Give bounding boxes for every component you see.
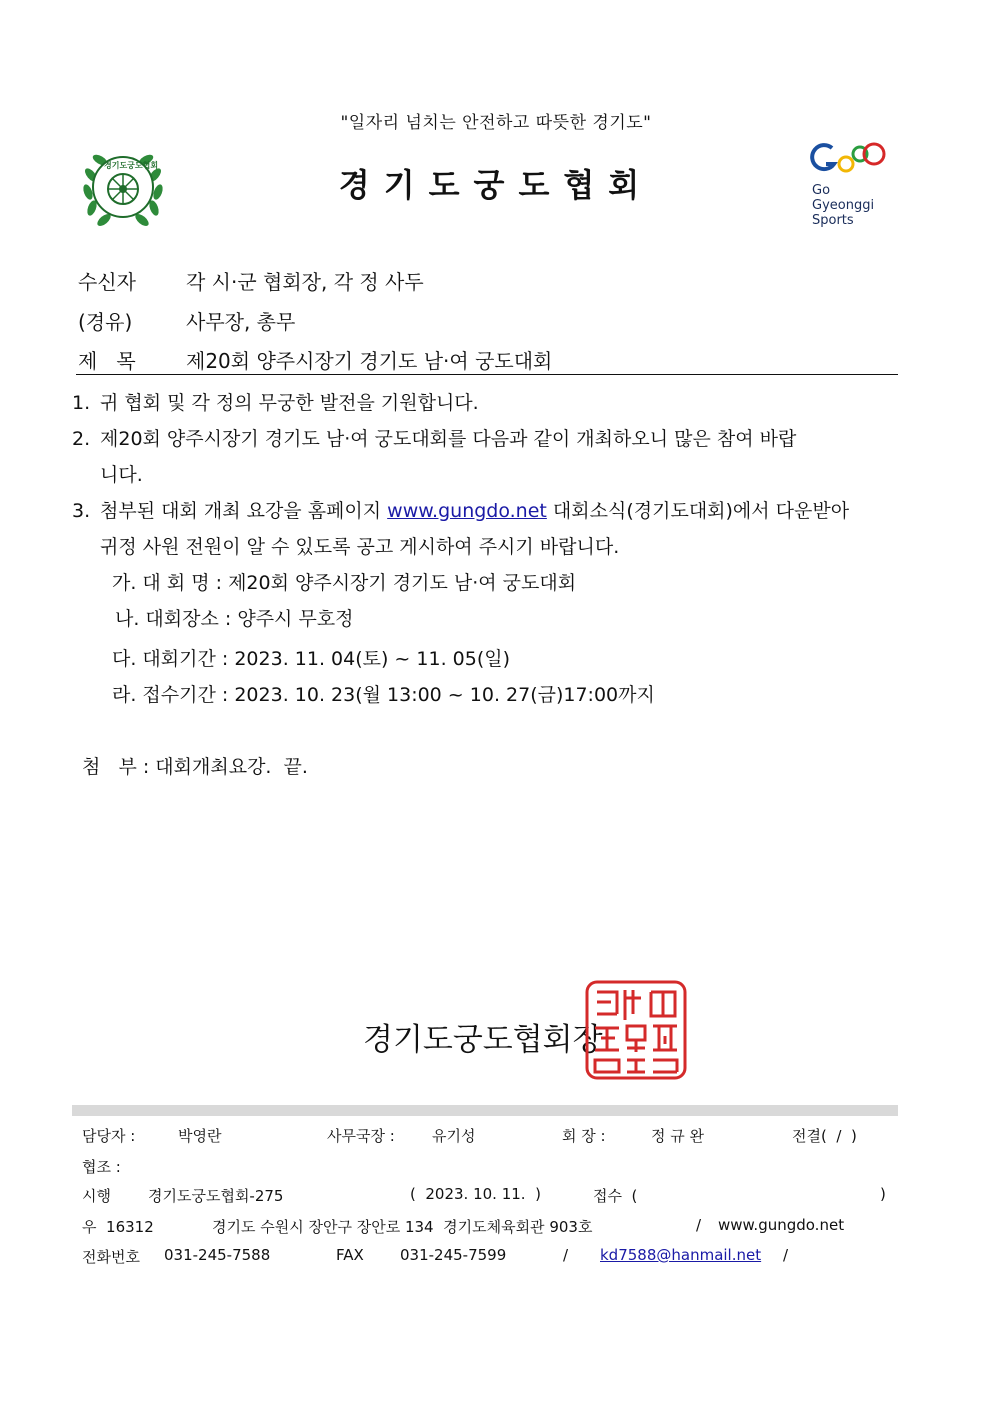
slogan: "일자리 넘치는 안전하고 따뜻한 경기도" bbox=[340, 113, 652, 133]
receipt-close: ) bbox=[880, 1185, 886, 1203]
item-venue bbox=[115, 604, 354, 631]
manager-label: 담당자 : bbox=[82, 1127, 136, 1145]
secgen-name: 유기성 bbox=[432, 1127, 476, 1145]
phone-number: 031-245-7588 bbox=[164, 1246, 271, 1264]
via-label: (경유) bbox=[78, 310, 133, 334]
homepage-link[interactable]: www.gungdo.net bbox=[387, 500, 547, 522]
approval-field: 전결( / ) bbox=[792, 1127, 857, 1145]
manager-name: 박영란 bbox=[178, 1127, 222, 1145]
subject-row bbox=[78, 345, 552, 374]
paragraph-2-number: 2. bbox=[72, 428, 91, 450]
paragraph-2 bbox=[72, 424, 796, 451]
item-value: 제20회 양주시장기 경기도 남·여 궁도대회 bbox=[228, 572, 577, 594]
subject-value: 제20회 양주시장기 경기도 남·여 궁도대회 bbox=[186, 349, 553, 373]
enforce-date: ( 2023. 10. 11. ) bbox=[410, 1185, 541, 1203]
logo-line-sports: Sports bbox=[812, 213, 854, 228]
paragraph-3-text-a: 첨부된 대회 개최 요강을 홈페이지 bbox=[100, 500, 382, 522]
contact-slash-2: / bbox=[783, 1246, 789, 1264]
item-label: 나. 대회장소 : bbox=[115, 608, 232, 630]
logo-line-gyeonggi: Gyeonggi bbox=[812, 198, 875, 213]
paragraph-1-number: 1. bbox=[72, 392, 91, 414]
address: 경기도 수원시 장안구 장안로 134 경기도체육회관 903호 bbox=[212, 1218, 593, 1236]
item-event-name bbox=[112, 568, 576, 595]
phone-label: 전화번호 bbox=[82, 1248, 140, 1266]
item-registration bbox=[112, 680, 655, 707]
president-name: 정 규 완 bbox=[651, 1127, 705, 1145]
emblem-text: 경기도궁도협회 bbox=[104, 161, 159, 170]
receipt-label: 접수 ( bbox=[593, 1187, 638, 1205]
paragraph-3-number: 3. bbox=[72, 500, 91, 522]
email-link[interactable]: kd7588@hanmail.net bbox=[600, 1246, 762, 1264]
address-slash: / bbox=[696, 1216, 702, 1234]
logo-line-go: Go bbox=[812, 183, 831, 198]
paragraph-1-text: 귀 협회 및 각 정의 무궁한 발전을 기원합니다. bbox=[100, 392, 479, 414]
via-row bbox=[78, 306, 295, 335]
fax-number: 031-245-7599 bbox=[400, 1246, 507, 1264]
enforce-label: 시행 bbox=[82, 1187, 111, 1205]
item-period bbox=[112, 644, 510, 671]
secgen-label: 사무국장 : bbox=[327, 1127, 395, 1145]
paragraph-3 bbox=[72, 496, 849, 523]
footer-divider bbox=[72, 1105, 898, 1116]
cooperation-label: 협조 : bbox=[82, 1158, 121, 1176]
recipient-row bbox=[78, 266, 424, 295]
go-gyeonggi-sports-logo-icon bbox=[810, 138, 890, 180]
item-value: 2023. 11. 04(토) ~ 11. 05(일) bbox=[234, 648, 510, 670]
official-seal-icon bbox=[585, 980, 687, 1080]
paragraph-1 bbox=[72, 388, 479, 415]
item-label: 다. 대회기간 : bbox=[112, 648, 229, 670]
recipient-value: 각 시·군 협회장, 각 정 사두 bbox=[186, 270, 424, 294]
fax-label: FAX bbox=[336, 1246, 364, 1264]
via-value: 사무장, 총무 bbox=[186, 310, 296, 334]
document-number: 경기도궁도협회-275 bbox=[148, 1187, 284, 1205]
header-divider bbox=[76, 374, 898, 375]
item-value: 양주시 무호정 bbox=[237, 608, 354, 630]
recipient-label: 수신자 bbox=[78, 270, 136, 294]
website[interactable]: www.gungdo.net bbox=[718, 1216, 845, 1234]
paragraph-3-text-b: 대회소식(경기도대회)에서 다운받아 bbox=[552, 500, 850, 522]
signature-name: 경기도궁도협회장 bbox=[363, 1022, 603, 1058]
item-value: 2023. 10. 23(월 13:00 ~ 10. 27(금)17:00까지 bbox=[234, 684, 655, 706]
item-label: 가. 대 회 명 : bbox=[112, 572, 223, 594]
subject-label: 제 목 bbox=[78, 349, 136, 373]
item-label: 라. 접수기간 : bbox=[112, 684, 229, 706]
attachment-line: 첨 부 : 대회개최요강. 끝. bbox=[82, 756, 308, 778]
postal-code: 우 16312 bbox=[82, 1218, 154, 1236]
paragraph-2-text: 제20회 양주시장기 경기도 남·여 궁도대회를 다음과 같이 개최하오니 많은 참여 바랍 bbox=[100, 428, 797, 450]
paragraph-2-line-2: 니다. bbox=[100, 464, 143, 486]
page-title: 경기도궁도협회 bbox=[338, 166, 654, 204]
president-label: 회 장 : bbox=[562, 1127, 606, 1145]
paragraph-3-line-2: 귀정 사원 전원이 알 수 있도록 공고 게시하여 주시기 바랍니다. bbox=[100, 536, 620, 558]
contact-slash-1: / bbox=[563, 1246, 569, 1264]
right-logo-text bbox=[812, 183, 874, 228]
